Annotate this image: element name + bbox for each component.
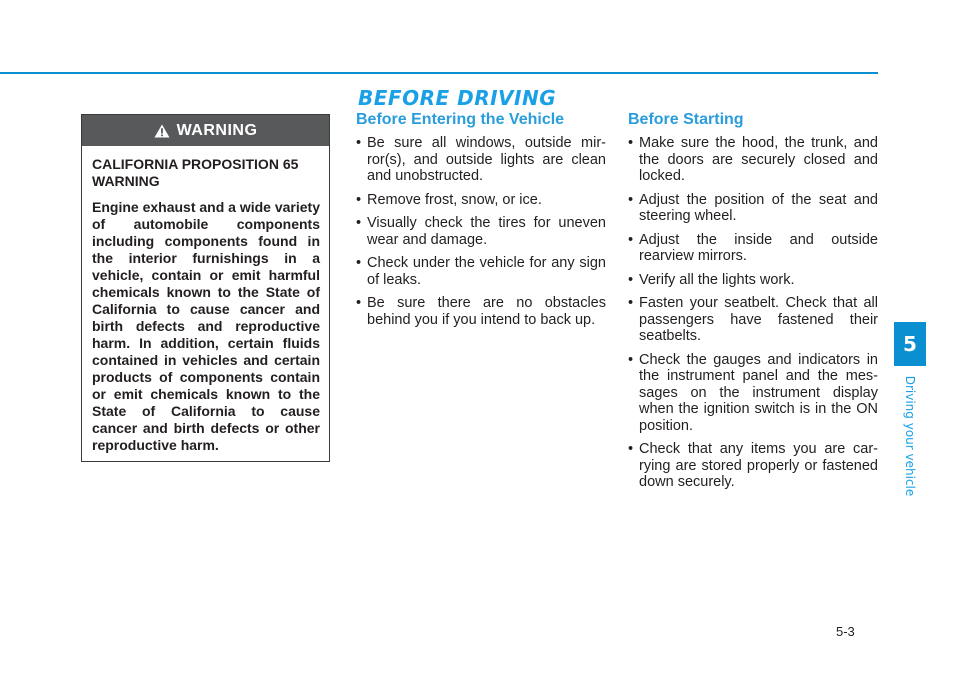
list-item-text: Visually check the tires for uneven wear and damage. xyxy=(367,215,606,248)
before-starting-heading: Before Starting xyxy=(628,111,744,128)
list-item xyxy=(628,352,878,435)
list-item xyxy=(628,441,878,491)
before-entering-section xyxy=(356,111,606,335)
list-item-text: Make sure the hood, the trunk, and the doors are securely closed and locked. xyxy=(639,135,878,184)
before-entering-heading: Before Entering the Vehicle xyxy=(356,111,565,128)
before-starting-section xyxy=(628,111,878,498)
list-item xyxy=(628,232,878,265)
list-item xyxy=(356,192,606,209)
list-item xyxy=(356,255,606,288)
before-starting-list xyxy=(628,135,878,491)
bullet-icon: • xyxy=(628,191,634,208)
before-entering-list xyxy=(356,135,606,328)
warning-title: CALIFORNIA PROPOSITION 65 WARNING xyxy=(92,156,299,189)
bullet-icon: • xyxy=(356,255,362,271)
list-item-text: Fasten your seatbelt. Check that all passengers have fastened their seatbelts. xyxy=(639,295,878,344)
list-item-text: Check the gauges and indicators in the instrument panel and the messages on the instrument display when the ignition switch is in the ON position. xyxy=(639,351,878,434)
warning-box xyxy=(81,114,330,462)
list-item xyxy=(628,295,878,345)
list-item xyxy=(356,135,606,185)
list-item-text: Verify all the lights work. xyxy=(639,271,795,288)
list-item xyxy=(628,272,878,289)
list-item-text: Adjust the inside and outside rearview mirrors. xyxy=(639,231,878,264)
bullet-icon: • xyxy=(628,135,634,151)
list-item-text: Be sure all windows, outside mirror(s), and outside lights are clean and unobstructed. xyxy=(367,135,606,184)
chapter-tab: 5 xyxy=(894,322,926,366)
chapter-label: Driving your vehicle xyxy=(903,375,917,497)
list-item-text: Check under the vehicle for any sign of leaks. xyxy=(367,255,606,288)
warning-triangle-icon xyxy=(154,124,170,138)
bullet-icon: • xyxy=(356,191,362,208)
bullet-icon: • xyxy=(628,271,634,288)
list-item xyxy=(628,135,878,185)
bullet-icon: • xyxy=(628,441,634,457)
list-item-text: Be sure there are no obstacles behind you if you intend to back up. xyxy=(367,295,606,328)
bullet-icon: • xyxy=(628,351,634,368)
page-number: 5-3 xyxy=(836,624,855,639)
bullet-icon: • xyxy=(356,295,362,311)
list-item-text: Check that any items you are carrying are stored properly or fastened down securely. xyxy=(639,441,878,490)
warning-label: WARNING xyxy=(176,121,258,139)
header-rule xyxy=(0,72,878,74)
bullet-icon: • xyxy=(356,135,362,151)
bullet-icon: • xyxy=(628,231,634,248)
list-item-text: Remove frost, snow, or ice. xyxy=(367,191,542,208)
list-item-text: Adjust the position of the seat and steering wheel. xyxy=(639,191,878,224)
warning-text: Engine exhaust and a wide variety of automobile components including components found in the interior furnishings in a vehicle, contain or emit harmful chemicals known to the State of California to cause cancer and birth defects and reproductive harm. In addition, certain fluids contained in vehicles and certain products of components contain or emit chemicals known to the State of California to cause cancer and birth defects or other reproductive harm. xyxy=(92,199,320,453)
bullet-icon: • xyxy=(356,215,362,231)
warning-body xyxy=(82,146,329,454)
section-title: BEFORE DRIVING xyxy=(358,86,557,110)
warning-header xyxy=(82,115,329,146)
bullet-icon: • xyxy=(628,295,634,311)
list-item xyxy=(628,192,878,225)
list-item xyxy=(356,295,606,328)
list-item xyxy=(356,215,606,248)
